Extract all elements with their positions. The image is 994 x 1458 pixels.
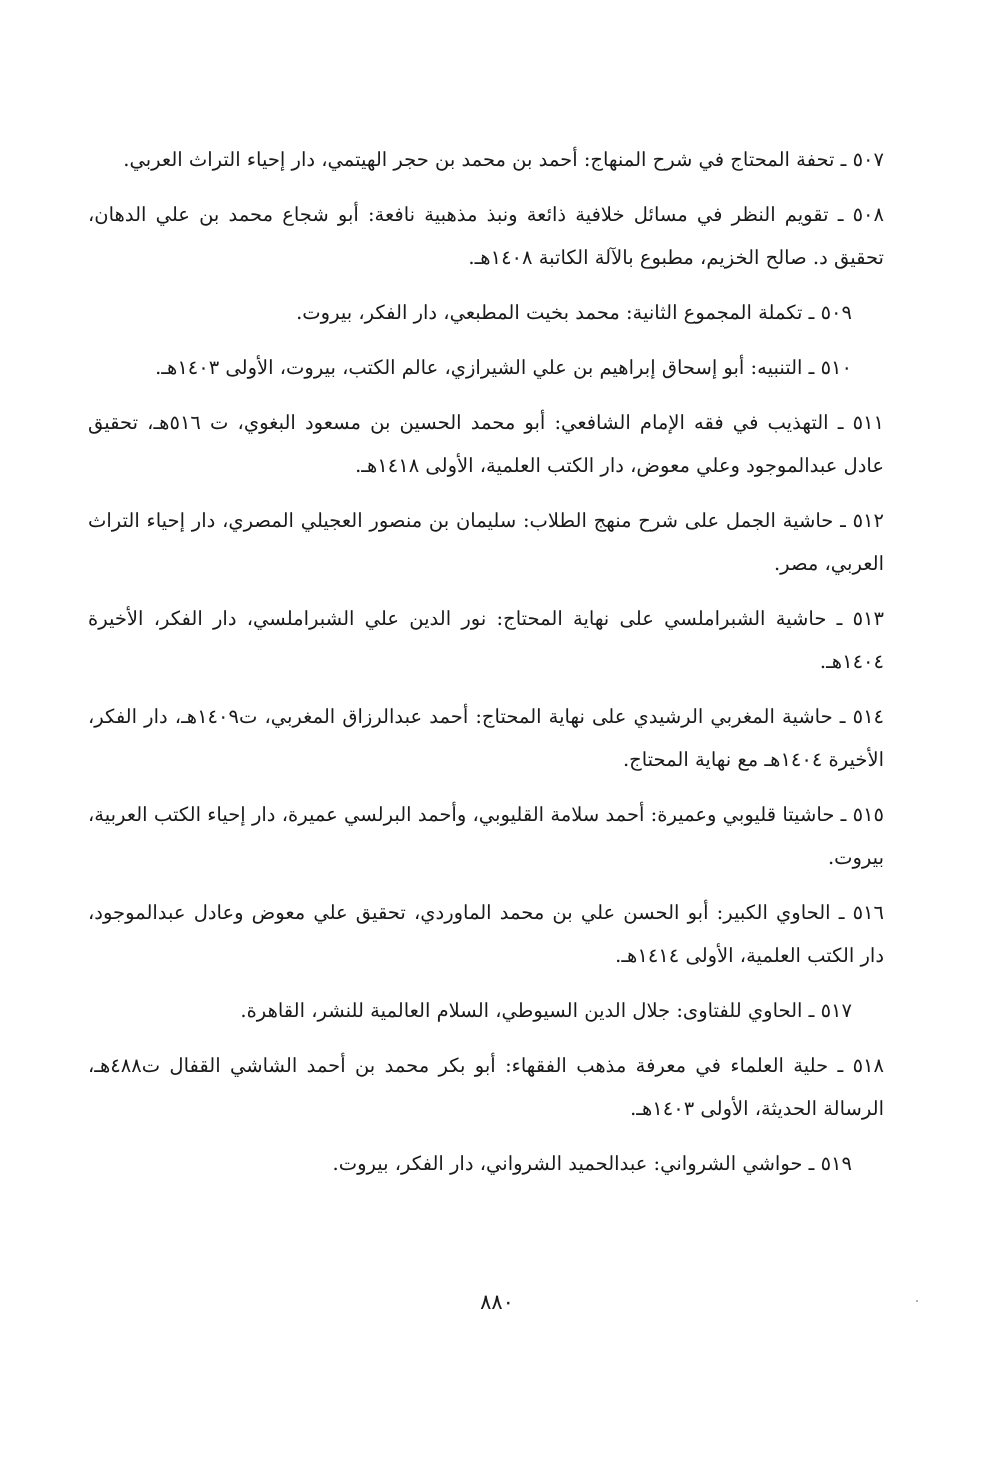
bibliography-list xyxy=(88,138,884,1197)
scan-speck xyxy=(916,1300,918,1302)
bibliography-entry-511: ٥١١ ـ التهذيب في فقه الإمام الشافعي: أبو محمد الحسين بن مسعود البغوي، ت ٥١٦هـ، تحقيق عادل عبدالموجود وعلي معوض، دار الكتب العلمية، الأولى ١٤١٨هـ. xyxy=(88,411,884,477)
bibliography-entry-513: ٥١٣ ـ حاشية الشبراملسي على نهاية المحتاج: نور الدين علي الشبراملسي، دار الفكر، الأخيرة ١٤٠٤هـ. xyxy=(88,607,884,673)
bibliography-entry-507: ٥٠٧ ـ تحفة المحتاج في شرح المنهاج: أحمد بن محمد بن حجر الهيتمي، دار إحياء التراث العربي. xyxy=(123,148,884,171)
bibliography-entry-517: ٥١٧ ـ الحاوي للفتاوى: جلال الدين السيوطي، السلام العالمية للنشر، القاهرة. xyxy=(240,999,852,1022)
bibliography-entry-515: ٥١٥ ـ حاشيتا قليوبي وعميرة: أحمد سلامة القليوبي، وأحمد البرلسي عميرة، دار إحياء الكتب العربية، بيروت. xyxy=(88,803,884,869)
bibliography-entry-519: ٥١٩ ـ حواشي الشرواني: عبدالحميد الشرواني، دار الفكر، بيروت. xyxy=(332,1152,852,1175)
bibliography-entry-518: ٥١٨ ـ حلية العلماء في معرفة مذهب الفقهاء: أبو بكر محمد بن أحمد الشاشي القفال ت٤٨٨هـ، الرسالة الحديثة، الأولى ١٤٠٣هـ. xyxy=(88,1054,884,1120)
bibliography-entry-510: ٥١٠ ـ التنبيه: أبو إسحاق إبراهيم بن علي الشيرازي، عالم الكتب، بيروت، الأولى ١٤٠٣هـ. xyxy=(155,356,852,379)
bibliography-entry-512: ٥١٢ ـ حاشية الجمل على شرح منهج الطلاب: سليمان بن منصور العجيلي المصري، دار إحياء التراث العربي، مصر. xyxy=(88,509,884,575)
bibliography-entry-514: ٥١٤ ـ حاشية المغربي الرشيدي على نهاية المحتاج: أحمد عبدالرزاق المغربي، ت١٤٠٩هـ، دار الفكر، الأخيرة ١٤٠٤هـ مع نهاية المحتاج. xyxy=(88,705,885,771)
page-number: ٨٨٠ xyxy=(480,1290,514,1314)
bibliography-entry-509: ٥٠٩ ـ تكملة المجموع الثانية: محمد بخيت المطبعي، دار الفكر، بيروت. xyxy=(296,301,852,324)
bibliography-entry-516: ٥١٦ ـ الحاوي الكبير: أبو الحسن علي بن محمد الماوردي، تحقيق علي معوض وعادل عبدالموجود، دار الكتب العلمية، الأولى ١٤١٤هـ. xyxy=(88,901,884,967)
bibliography-entry-508: ٥٠٨ ـ تقويم النظر في مسائل خلافية ذائعة ونبذ مذهبية نافعة: أبو شجاع محمد بن علي الدهان، تحقيق د. صالح الخزيم، مطبوع بالآلة الكاتبة ١٤٠٨هـ. xyxy=(88,203,884,269)
